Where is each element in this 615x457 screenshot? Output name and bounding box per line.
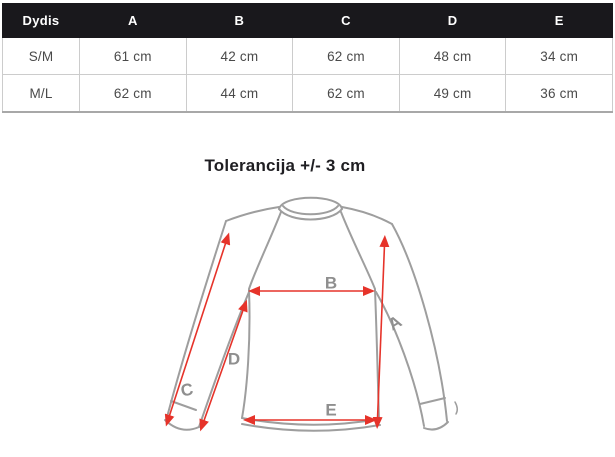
column-header-b: B bbox=[186, 4, 293, 38]
left-cuff-opening bbox=[165, 420, 199, 430]
measurement-cell: 62 cm bbox=[80, 75, 187, 113]
measure-arrow-c bbox=[169, 242, 226, 417]
table-row bbox=[3, 75, 613, 113]
size-name-cell: S/M bbox=[3, 38, 80, 75]
column-header-e: E bbox=[506, 4, 613, 38]
body-left-edge bbox=[242, 290, 250, 418]
measurement-cell: 48 cm bbox=[399, 38, 506, 75]
left-sleeve-outer-edge bbox=[166, 221, 226, 421]
right-sleeve-inner-edge bbox=[376, 292, 424, 426]
right-shoulder-line bbox=[342, 207, 392, 224]
measurement-cell: 44 cm bbox=[186, 75, 293, 113]
measurement-cell: 42 cm bbox=[186, 38, 293, 75]
shirt-outline bbox=[165, 198, 457, 431]
right-cuff-opening bbox=[424, 422, 448, 430]
measure-arrow-a bbox=[378, 245, 385, 419]
diagram-label-a: A bbox=[384, 311, 406, 335]
measurement-cell: 62 cm bbox=[293, 38, 400, 75]
hem-upper-line bbox=[242, 418, 379, 425]
measurement-arrows bbox=[169, 242, 385, 422]
collar-band-inner bbox=[283, 206, 338, 214]
measurement-cell: 61 cm bbox=[80, 38, 187, 75]
measurement-cell: 36 cm bbox=[506, 75, 613, 113]
left-sleeve-inner-edge bbox=[199, 292, 249, 427]
measurement-cell: 49 cm bbox=[399, 75, 506, 113]
table-header-row bbox=[3, 4, 613, 38]
hem-lower-line bbox=[242, 424, 380, 431]
column-header-dydis: Dydis bbox=[3, 4, 80, 38]
column-header-a: A bbox=[80, 4, 187, 38]
diagram-label-b: B bbox=[324, 273, 338, 293]
column-header-d: D bbox=[399, 4, 506, 38]
body-right-edge bbox=[375, 290, 379, 419]
table-row bbox=[3, 38, 613, 75]
collar-band-outer bbox=[279, 209, 342, 220]
diagram-label-d: D bbox=[227, 349, 241, 369]
column-header-c: C bbox=[293, 4, 400, 38]
diagram-label-e: E bbox=[325, 400, 337, 420]
measurement-cell: 62 cm bbox=[293, 75, 400, 113]
size-table bbox=[2, 3, 613, 113]
collar-outline bbox=[279, 198, 342, 209]
left-shoulder-line bbox=[226, 207, 279, 221]
tolerance-title: Tolerancija +/- 3 cm bbox=[204, 156, 366, 175]
right-cuff-line bbox=[420, 398, 445, 404]
right-cuff-crease bbox=[455, 402, 457, 414]
measurement-cell: 34 cm bbox=[506, 38, 613, 75]
size-name-cell: M/L bbox=[3, 75, 80, 113]
diagram-label-c: C bbox=[179, 379, 195, 401]
left-cuff-line bbox=[171, 401, 196, 410]
left-raglan-seam bbox=[249, 212, 281, 289]
right-raglan-seam bbox=[341, 212, 375, 289]
